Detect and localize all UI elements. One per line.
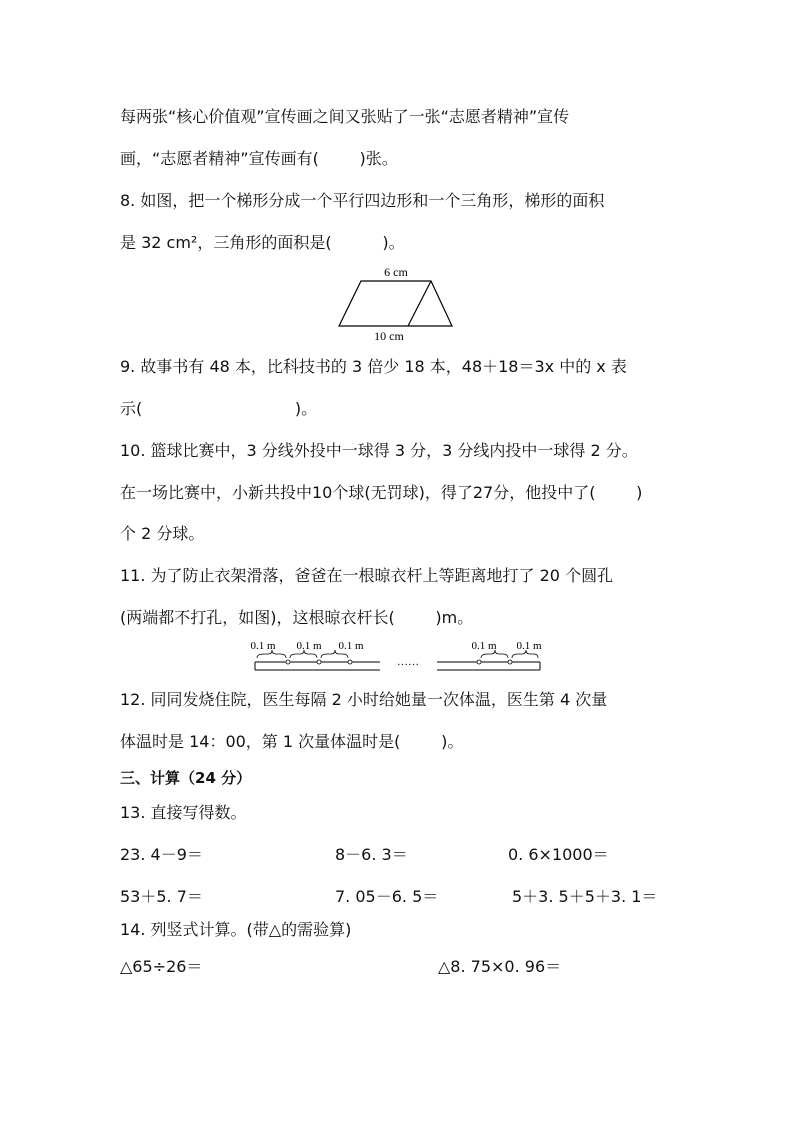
clothes-pole-figure — [240, 637, 550, 677]
q9-line1: 9. 故事书有 48 本，比科技书的 3 倍少 18 本，48＋18＝3x 中的 x 表 — [120, 357, 627, 376]
hole — [477, 660, 481, 664]
trapezoid-outline — [339, 281, 452, 326]
segment-label: 0.1 m — [338, 640, 364, 652]
q13-item-5: 7. 05－6. 5＝ — [335, 887, 439, 906]
q13-item-1: 23. 4－9＝ — [120, 845, 203, 864]
q8-line2: 是 32 cm²，三角形的面积是( )。 — [120, 233, 405, 252]
q8-line1: 8. 如图，把一个梯形分成一个平行四边形和一个三角形，梯形的面积 — [120, 191, 605, 210]
section3-heading: 三、计算（24 分） — [120, 769, 252, 787]
q13-item-2: 8－6. 3＝ — [335, 845, 408, 864]
q7-line2: 画，“志愿者精神”宣传画有( )张。 — [120, 149, 398, 168]
q11-line2: (两端都不打孔，如图)，这根晾衣杆长( )m。 — [120, 608, 474, 627]
q13-title: 13. 直接写得数。 — [120, 803, 247, 822]
q9-line2: 示( )。 — [120, 399, 318, 418]
segment-label: 0.1 m — [296, 640, 322, 652]
q10-line2: 在一场比赛中，小新共投中10个球(无罚球)，得了27分，他投中了( ) — [120, 483, 643, 502]
q11-line1: 11. 为了防止衣架滑落，爸爸在一根晾衣杆上等距离地打了 20 个圆孔 — [120, 566, 614, 585]
q14-item-2: △8. 75×0. 96＝ — [438, 957, 562, 976]
segment-label: 0.1 m — [516, 640, 542, 652]
hole — [317, 660, 321, 664]
q12-line1: 12. 同同发烧住院，医生每隔 2 小时给她量一次体温，医生第 4 次量 — [120, 690, 608, 709]
q10-line1: 10. 篮球比赛中，3 分线外投中一球得 3 分，3 分线内投中一球得 2 分。 — [120, 441, 638, 460]
trapezoid-bottom-label: 10 cm — [374, 329, 404, 343]
q14-title: 14. 列竖式计算。(带△的需验算) — [120, 920, 352, 939]
q13-item-4: 53＋5. 7＝ — [120, 887, 203, 906]
hole — [348, 660, 352, 664]
trapezoid-top-label: 6 cm — [384, 265, 408, 279]
q13-item-3: 0. 6×1000＝ — [508, 845, 609, 864]
q10-line3: 个 2 分球。 — [120, 524, 205, 543]
trapezoid-divider — [408, 281, 431, 326]
q7-line1: 每两张“核心价值观”宣传画之间又张贴了一张“志愿者精神”宣传 — [120, 107, 570, 126]
segment-label: 0.1 m — [250, 640, 276, 652]
ellipsis: …… — [397, 656, 419, 668]
q13-item-6: 5＋3. 5＋5＋3. 1＝ — [512, 887, 658, 906]
hole — [286, 660, 290, 664]
segment-label: 0.1 m — [471, 640, 497, 652]
q12-line2: 体温时是 14：00，第 1 次量体温时是( )。 — [120, 732, 464, 751]
hole — [508, 660, 512, 664]
q14-item-1: △65÷26＝ — [120, 957, 203, 976]
trapezoid-figure — [330, 262, 470, 344]
